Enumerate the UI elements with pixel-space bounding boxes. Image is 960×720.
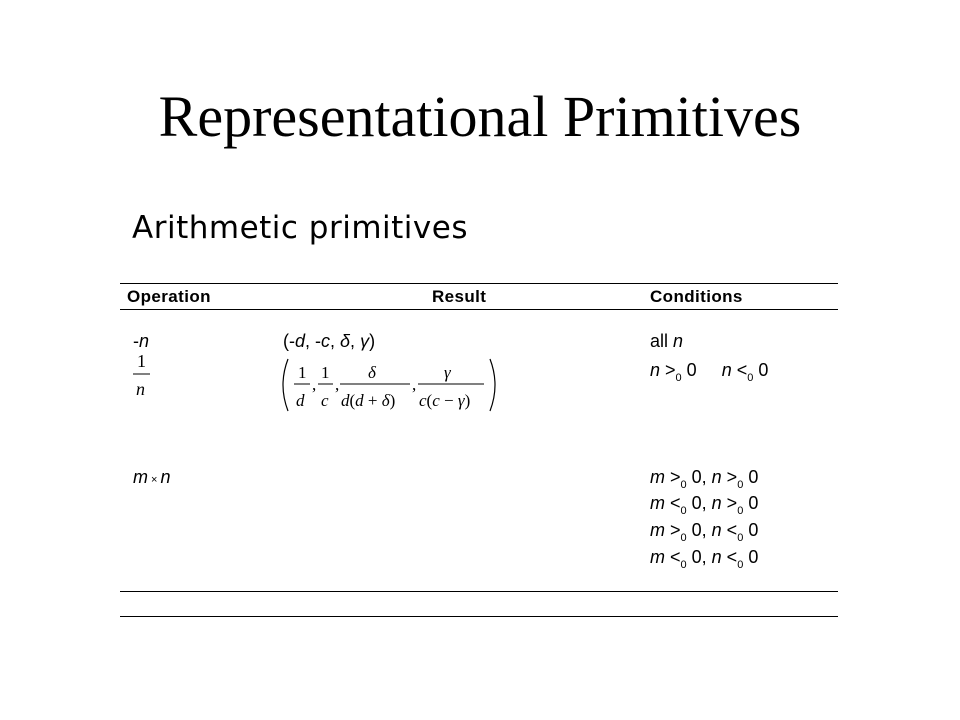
condition-product-2: $m <_0$ 0, $n >_0$ 0 bbox=[650, 493, 759, 517]
slide-title: Representational Primitives bbox=[158, 84, 802, 149]
svg-text:c: c bbox=[321, 391, 329, 410]
svg-text:,: , bbox=[335, 375, 340, 394]
svg-text:,: , bbox=[312, 375, 317, 394]
table-footer-rule bbox=[120, 616, 838, 617]
header-bottom-rule bbox=[120, 309, 838, 310]
table-top-rule bbox=[120, 283, 838, 284]
svg-text:1: 1 bbox=[137, 351, 146, 371]
condition-all-n: all n bbox=[650, 331, 684, 351]
svg-text:d(d + δ): d(d + δ) bbox=[341, 391, 396, 410]
condition-product-4: $m <_0$ 0, $n <_0$ 0 bbox=[650, 547, 759, 571]
result-reciprocal bbox=[278, 356, 506, 414]
svg-text:1: 1 bbox=[321, 363, 330, 382]
condition-reciprocal: $n >_0$ 0 $n <_0$ 0 bbox=[650, 360, 769, 384]
header-result: Result bbox=[432, 287, 487, 306]
operation-product: m × n bbox=[133, 467, 171, 487]
result-negation: (-d, -c, δ, γ) bbox=[283, 331, 376, 351]
svg-text:n: n bbox=[136, 379, 145, 399]
operation-negation: -n bbox=[133, 331, 150, 351]
section-subtitle: Arithmetic primitives bbox=[132, 210, 468, 246]
svg-text:δ: δ bbox=[368, 363, 376, 382]
svg-text:c(c − γ): c(c − γ) bbox=[419, 391, 471, 410]
svg-text:d: d bbox=[296, 391, 305, 410]
header-conditions: Conditions bbox=[650, 287, 743, 306]
condition-product-3: $m >_0$ 0, $n <_0$ 0 bbox=[650, 520, 759, 544]
table-bottom-rule bbox=[120, 591, 838, 592]
svg-text:,: , bbox=[412, 375, 417, 394]
operation-reciprocal bbox=[128, 350, 158, 402]
svg-text:1: 1 bbox=[298, 363, 307, 382]
svg-text:γ: γ bbox=[444, 363, 451, 382]
header-operation: Operation bbox=[127, 287, 211, 306]
condition-product-1: $m >_0$ 0, $n >_0$ 0 bbox=[650, 467, 759, 491]
